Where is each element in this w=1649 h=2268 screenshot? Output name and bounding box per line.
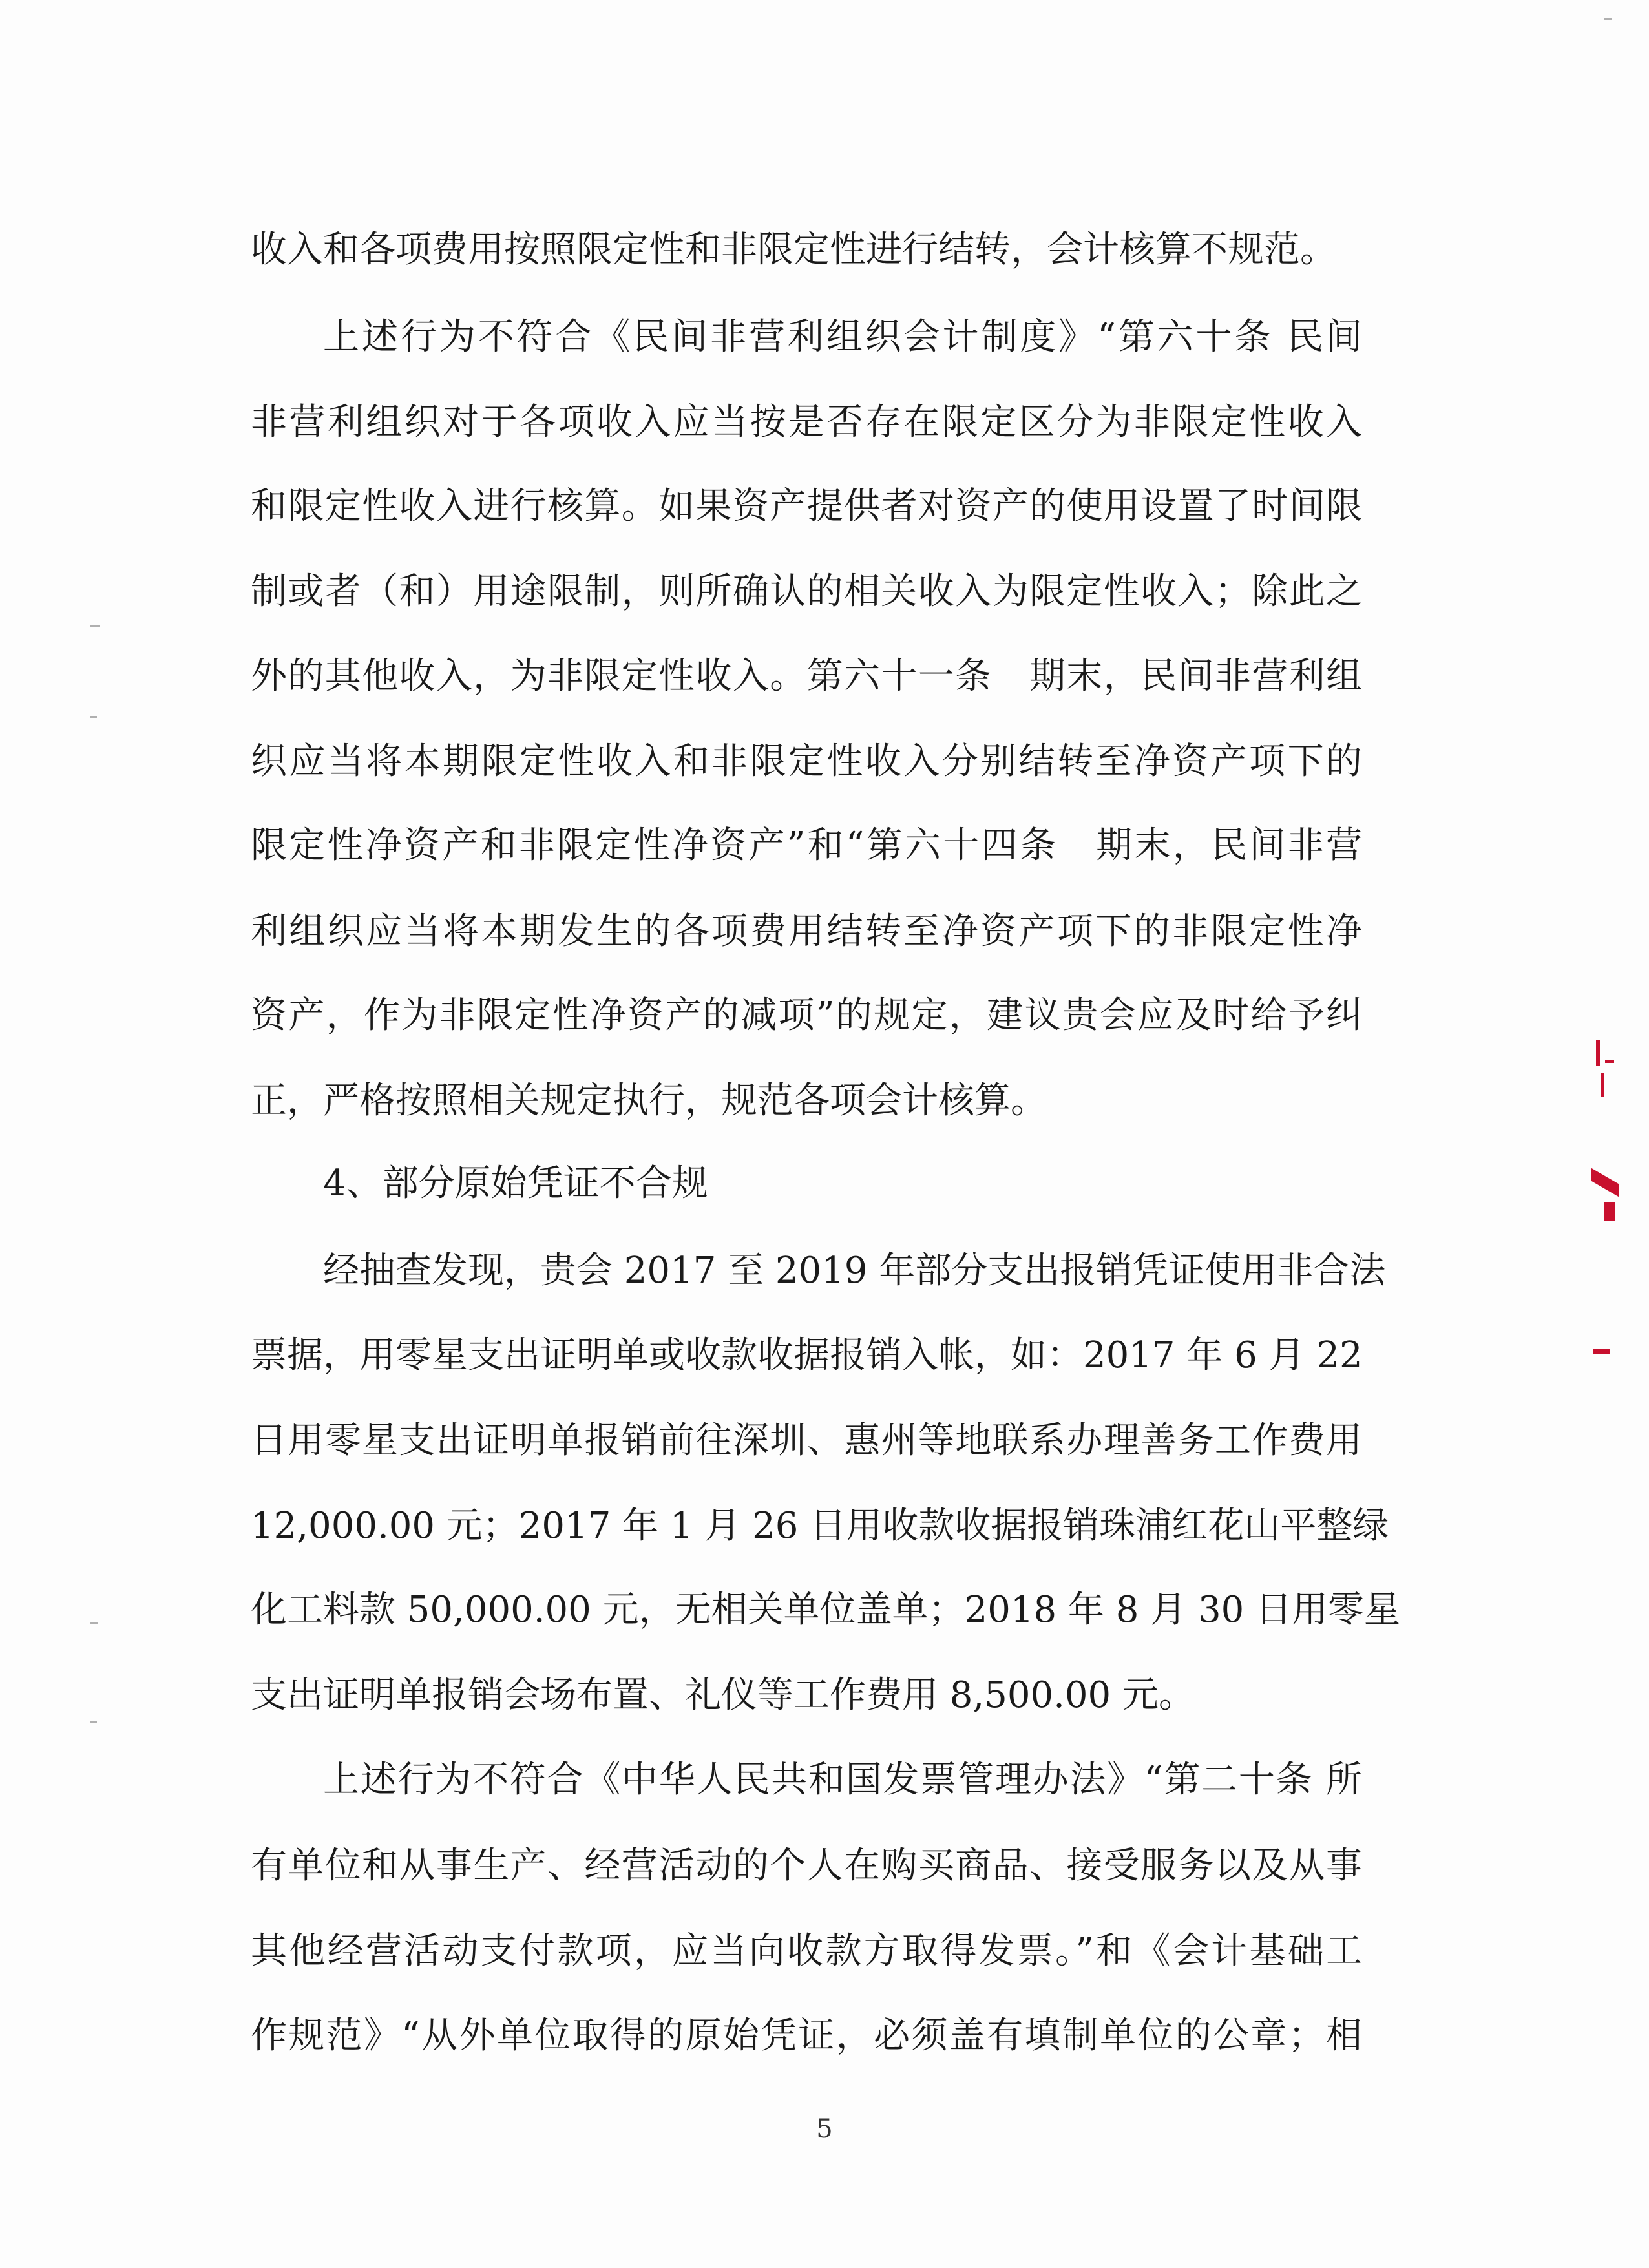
scan-speck [90, 716, 97, 718]
text-line: 上述行为不符合《中华人民共和国发票管理办法》“第二十条 所 [323, 1759, 1362, 1801]
seal-fragment [1601, 1073, 1604, 1097]
text-line: 限定性净资产和非限定性净资产”和“第六十四条 期末，民间非营 [251, 824, 1362, 866]
seal-fragment [1593, 1349, 1610, 1354]
text-line: 收入和各项费用按照限定性和非限定性进行结转，会计核算不规范。 [251, 229, 1336, 271]
seal-fragment [1604, 1202, 1615, 1221]
text-line: 日用零星支出证明单报销前往深圳、惠州等地联系办理善务工作费用 [251, 1420, 1362, 1462]
text-line: 其他经营活动支付款项，应当向收款方取得发票。”和《会计基础工 [251, 1930, 1362, 1972]
text-line: 正，严格按照相关规定执行，规范各项会计核算。 [251, 1080, 1047, 1122]
text-line: 非营利组织对于各项收入应当按是否存在限定区分为非限定性收入 [251, 401, 1362, 443]
seal-fragment [1605, 1060, 1614, 1063]
page-number: 5 [816, 2114, 833, 2144]
seal-fragment [1596, 1040, 1600, 1066]
text-line: 外的其他收入，为非限定性收入。第六十一条 期末，民间非营利组 [251, 655, 1362, 697]
scan-speck [90, 1721, 97, 1723]
text-line: 支出证明单报销会场布置、礼仪等工作费用 8,500.00 元。 [251, 1674, 1195, 1716]
text-line: 织应当将本期限定性收入和非限定性收入分别结转至净资产项下的 [251, 740, 1362, 782]
text-line: 和限定性收入进行核算。如果资产提供者对资产的使用设置了时间限 [251, 485, 1362, 527]
text-line: 资产，作为非限定性净资产的减项”的规定，建议贵会应及时给予纠 [251, 994, 1362, 1036]
text-line: 利组织应当将本期发生的各项费用结转至净资产项下的非限定性净 [251, 910, 1362, 952]
text-line: 化工料款 50,000.00 元，无相关单位盖单；2018 年 8 月 30 日用零星 [251, 1589, 1401, 1631]
text-line: 上述行为不符合《民间非营利组织会计制度》“第六十条 民间 [323, 316, 1362, 358]
scan-speck [90, 625, 100, 627]
text-line: 制或者（和）用途限制，则所确认的相关收入为限定性收入；除此之 [251, 571, 1362, 613]
section-heading: 4、部分原始凭证不合规 [323, 1162, 708, 1204]
text-line: 有单位和从事生产、经营活动的个人在购买商品、接受服务以及从事 [251, 1845, 1362, 1887]
scan-speck [1604, 18, 1612, 20]
text-line: 票据，用零星支出证明单或收款收据报销入帐，如：2017 年 6 月 22 [251, 1334, 1363, 1376]
text-line: 作规范》“从外单位取得的原始凭证，必须盖有填制单位的公章；相 [251, 2015, 1362, 2057]
seal-fragment [1591, 1168, 1619, 1197]
text-line: 12,000.00 元；2017 年 1 月 26 日用收款收据报销珠浦红花山平整绿 [251, 1505, 1389, 1547]
scan-speck [90, 1622, 98, 1624]
text-line: 经抽查发现，贵会 2017 至 2019 年部分支出报销凭证使用非合法 [323, 1250, 1386, 1292]
